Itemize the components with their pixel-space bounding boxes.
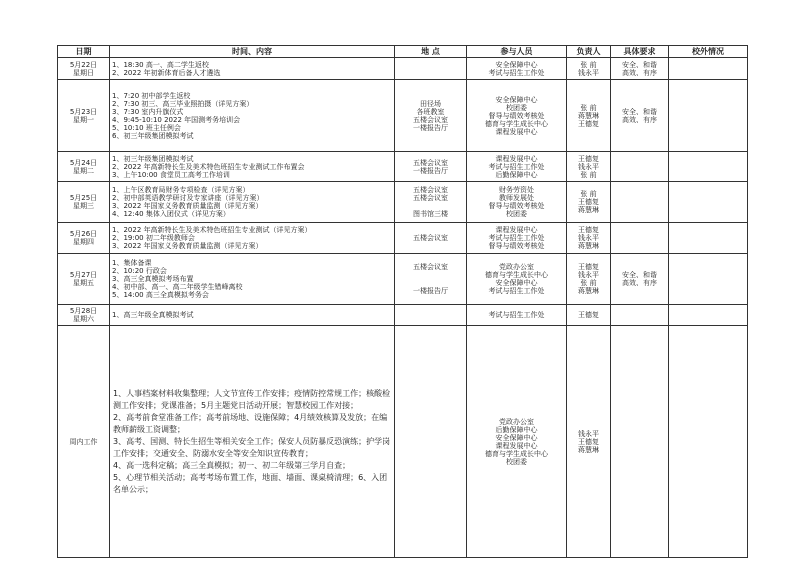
- header-outside: 校外情况: [669, 46, 748, 58]
- place-item: 五楼会议室: [413, 234, 448, 242]
- place-item: 一楼报告厅: [413, 123, 448, 132]
- weekday-text: 星期一: [73, 115, 94, 124]
- content-item: 1、上午区教育局财务专项检查（详见方案）: [112, 186, 250, 194]
- content-item: 4、高一选科定稿；高三全真模拟；初一、初二年级第三学月自查；: [113, 460, 351, 470]
- people-item: 考试与招生工作处: [488, 311, 545, 319]
- content-item: 2、19:00 初二年级教师会: [112, 234, 195, 242]
- place-item: 一楼报告厅: [413, 287, 448, 295]
- content-item: 1、人事档案材料收集整理；人文节宣传工作安排；疫情防控常规工作；核酸检测工作安排；党课准备；5月主题党日活动开展；智慧校园工作对接；: [113, 388, 391, 410]
- content-item: 3、2022 年国家义务教育质量监测（详见方案）: [112, 202, 263, 210]
- date-text: 周内工作: [69, 437, 98, 446]
- place-item: 一楼报告厅: [413, 166, 448, 175]
- place-cell: [395, 58, 467, 80]
- content-cell: [110, 326, 395, 558]
- content-item: 2、10:20 行政会: [112, 267, 167, 275]
- requirements-cell: [611, 152, 669, 182]
- lead-item: 蒋慧琳: [578, 242, 599, 250]
- lead-cell: [567, 182, 611, 223]
- place-cell: [395, 254, 467, 305]
- outside-cell: [669, 326, 748, 558]
- content-item: 4、9:45-10:10 2022 年国测考务培训会: [112, 115, 241, 124]
- outside-cell: [669, 80, 748, 152]
- lead-item: 王德复: [578, 198, 599, 206]
- header-row: [58, 46, 748, 58]
- content-item: 3、上午10:00 食堂员工高考工作培训: [112, 170, 230, 179]
- content-cell: [110, 80, 395, 152]
- outside-cell: [669, 223, 748, 254]
- lead-item: 张 前: [580, 190, 597, 198]
- header-date: 日期: [58, 46, 110, 58]
- place-cell: [395, 152, 467, 182]
- table-row: [58, 58, 748, 80]
- content-item: 2、7:30 初三、高三毕业照拍摄（详见方案）: [112, 99, 254, 108]
- place-item: 五楼会议室: [413, 158, 448, 167]
- lead-item: 王德复: [578, 311, 599, 319]
- content-item: 1、高三年级全真模拟考试: [112, 311, 194, 319]
- lead-item: 钱永平: [578, 162, 599, 171]
- weekday-text: 星期五: [73, 279, 94, 287]
- content-item: 2、2022 年初新体育后备人才遴选: [112, 68, 221, 77]
- content-item: 3、高三全真模拟考场布置: [112, 275, 194, 283]
- people-item: 考试与招生工作处: [488, 287, 545, 295]
- place-item: 五楼会议室: [413, 186, 448, 194]
- people-item: 课程发展中心: [495, 226, 538, 234]
- content-cell: [110, 305, 395, 326]
- place-cell: [395, 80, 467, 152]
- weekday-text: 星期二: [73, 166, 94, 175]
- place-item: [397, 279, 464, 287]
- place-item: 图书馆三楼: [413, 210, 448, 218]
- date-text: 5月27日: [69, 271, 98, 279]
- requirements-cell: [611, 223, 669, 254]
- weekday-text: 星期日: [73, 68, 94, 77]
- content-cell: [110, 254, 395, 305]
- place-item: 五楼会议室: [413, 115, 448, 124]
- content-cell: [110, 223, 395, 254]
- outside-cell: [669, 58, 748, 80]
- lead-item: 张 前: [580, 170, 597, 179]
- place-cell: [395, 305, 467, 326]
- requirement-item: 安全、和谐: [622, 271, 657, 279]
- outside-cell: [669, 254, 748, 305]
- content-item: 5、心理节相关活动；高考考场布置工作，地面、墙面、课桌椅清理；6、入团名单公示；: [113, 472, 388, 494]
- lead-cell: [567, 305, 611, 326]
- lead-item: 王德复: [578, 226, 599, 234]
- date-cell: [58, 80, 110, 152]
- requirements-cell: [611, 305, 669, 326]
- content-item: 5、10:10 班主任例会: [112, 123, 181, 132]
- people-cell: [467, 326, 567, 558]
- content-item: 1、2022 年高新特长生及美术特色班招生专业测试（详见方案）: [112, 226, 312, 234]
- content-item: 1、7:20 初中部学生返校: [112, 91, 191, 100]
- content-item: 2、初中部英语教学研讨及专家讲座（详见方案）: [112, 194, 264, 202]
- lead-item: 蒋慧琳: [578, 206, 599, 214]
- header-requirements: 具体要求: [611, 46, 669, 58]
- lead-item: 王德复: [578, 119, 599, 128]
- people-item: 校团委: [506, 210, 527, 218]
- requirement-item: 高效、有序: [622, 115, 657, 124]
- place-item: 田径场: [420, 99, 441, 108]
- people-item: 教师发展处: [499, 194, 534, 202]
- table-row: [58, 326, 748, 558]
- lead-cell: [567, 223, 611, 254]
- people-item: 德育与学生成长中心: [485, 271, 548, 279]
- requirement-item: 安全、和谐: [622, 60, 657, 69]
- table-row: [58, 305, 748, 326]
- lead-item: 钱永平: [578, 234, 599, 242]
- content-item: 4、初中部、高一、高二年级学生错峰离校: [112, 283, 243, 291]
- people-item: 安全保障中心: [495, 279, 538, 287]
- date-cell: [58, 182, 110, 223]
- content-cell: [110, 58, 395, 80]
- content-item: 4、12:40 集体入团仪式（详见方案）: [112, 210, 230, 218]
- place-item: 各班教室: [416, 107, 445, 116]
- people-item: 安全保障中心: [495, 433, 538, 442]
- lead-cell: [567, 326, 611, 558]
- table-row: [58, 80, 748, 152]
- lead-item: 张 前: [580, 279, 597, 287]
- header-content: 时间、内容: [110, 46, 395, 58]
- lead-item: 钱永平: [578, 68, 599, 77]
- requirement-item: 安全、和谐: [622, 107, 657, 116]
- content-item: 3、7:30 室内升旗仪式: [112, 107, 184, 116]
- people-cell: [467, 223, 567, 254]
- content-cell: [110, 182, 395, 223]
- table-row: [58, 152, 748, 182]
- lead-item: 王德复: [578, 263, 599, 271]
- lead-item: 张 前: [580, 103, 597, 112]
- lead-item: 王德复: [578, 437, 599, 446]
- date-cell: [58, 254, 110, 305]
- people-cell: [467, 80, 567, 152]
- weekday-text: 星期六: [73, 315, 94, 323]
- requirements-cell: [611, 58, 669, 80]
- people-item: 德育与学生成长中心: [485, 119, 548, 128]
- requirements-cell: [611, 326, 669, 558]
- date-cell: [58, 305, 110, 326]
- content-item: 1、18:30 高一、高二学生返校: [112, 60, 209, 69]
- people-cell: [467, 182, 567, 223]
- requirements-cell: [611, 182, 669, 223]
- date-text: 5月24日: [69, 158, 98, 167]
- people-item: 后勤保障中心: [495, 425, 538, 434]
- people-item: 课程发展中心: [495, 441, 538, 450]
- lead-cell: [567, 80, 611, 152]
- lead-item: 蒋慧琳: [578, 111, 599, 120]
- people-item: 财务劳资处: [499, 186, 534, 194]
- date-cell: [58, 223, 110, 254]
- weekday-text: 星期四: [73, 238, 94, 246]
- place-cell: [395, 326, 467, 558]
- lead-cell: [567, 152, 611, 182]
- content-item: 6、初三年级集团模拟考试: [112, 131, 194, 140]
- date-cell: [58, 58, 110, 80]
- outside-cell: [669, 182, 748, 223]
- people-item: 党政办公室: [499, 263, 534, 271]
- lead-item: 钱永平: [578, 271, 599, 279]
- people-item: 考试与招生工作处: [488, 162, 545, 171]
- table-row: [58, 182, 748, 223]
- content-cell: [110, 152, 395, 182]
- people-cell: [467, 58, 567, 80]
- place-cell: [395, 223, 467, 254]
- content-item: 3、2022 年国家义务教育质量监测（详见方案）: [112, 242, 263, 250]
- lead-cell: [567, 254, 611, 305]
- requirements-cell: [611, 80, 669, 152]
- date-cell: [58, 326, 110, 558]
- header-people: 参与人员: [467, 46, 567, 58]
- lead-item: 王德复: [578, 154, 599, 163]
- date-text: 5月22日: [69, 60, 98, 69]
- weekday-text: 星期三: [73, 202, 94, 210]
- place-item: 五楼会议室: [413, 194, 448, 202]
- people-item: 校团委: [506, 457, 527, 466]
- people-item: 课程发展中心: [495, 154, 538, 163]
- lead-item: 蒋慧琳: [578, 445, 599, 454]
- lead-cell: [567, 58, 611, 80]
- place-cell: [395, 182, 467, 223]
- lead-item: 张 前: [580, 60, 597, 69]
- people-item: 安全保障中心: [495, 60, 538, 69]
- date-text: 5月26日: [69, 230, 98, 238]
- people-cell: [467, 152, 567, 182]
- people-item: 党政办公室: [499, 417, 534, 426]
- place-item: [397, 202, 464, 210]
- people-item: 校团委: [506, 103, 527, 112]
- people-item: 督导与绩效考核处: [488, 242, 545, 250]
- content-item: 3、高考、国测、特长生招生等相关安全工作；保安人员防暴反恐演练；护学岗工作安排；交通安全、防溺水安全等安全知识宣传教育；: [113, 436, 391, 458]
- requirement-item: 高效、有序: [622, 68, 657, 77]
- people-item: 督导与绩效考核处: [488, 111, 545, 120]
- people-cell: [467, 254, 567, 305]
- people-item: 课程发展中心: [495, 127, 538, 136]
- content-item: 1、集体备课: [112, 259, 152, 267]
- requirements-cell: [611, 254, 669, 305]
- table-row: [58, 254, 748, 305]
- people-item: 督导与绩效考核处: [488, 202, 545, 210]
- content-item: 1、初三年级集团模拟考试: [112, 154, 194, 163]
- place-item: 五楼会议室: [413, 263, 448, 271]
- header-lead: 负责人: [567, 46, 611, 58]
- content-item: 2、高考前食堂准备工作；高考前场地、设施保障；4月绩效核算及发放；在编教师薪级工资调整；: [113, 412, 388, 434]
- outside-cell: [669, 152, 748, 182]
- content-item: 2、2022 年高新特长生及美术特色班招生专业测试工作布置会: [112, 162, 305, 171]
- requirement-item: 高效、有序: [622, 279, 657, 287]
- place-item: [397, 271, 464, 279]
- lead-item: 蒋慧琳: [578, 287, 599, 295]
- lead-item: 钱永平: [578, 429, 599, 438]
- schedule-table: [57, 45, 748, 558]
- people-item: 安全保障中心: [495, 95, 538, 104]
- content-item: 5、14:00 高三全真模拟考务会: [112, 291, 209, 299]
- header-place: 地 点: [395, 46, 467, 58]
- people-item: 德育与学生成长中心: [485, 449, 548, 458]
- date-text: 5月23日: [69, 107, 98, 116]
- date-cell: [58, 152, 110, 182]
- people-item: 后勤保障中心: [495, 170, 538, 179]
- people-item: 考试与招生工作处: [488, 234, 545, 242]
- people-item: 考试与招生工作处: [488, 68, 545, 77]
- date-text: 5月25日: [69, 194, 98, 202]
- outside-cell: [669, 305, 748, 326]
- date-text: 5月28日: [69, 307, 98, 315]
- people-cell: [467, 305, 567, 326]
- table-row: [58, 223, 748, 254]
